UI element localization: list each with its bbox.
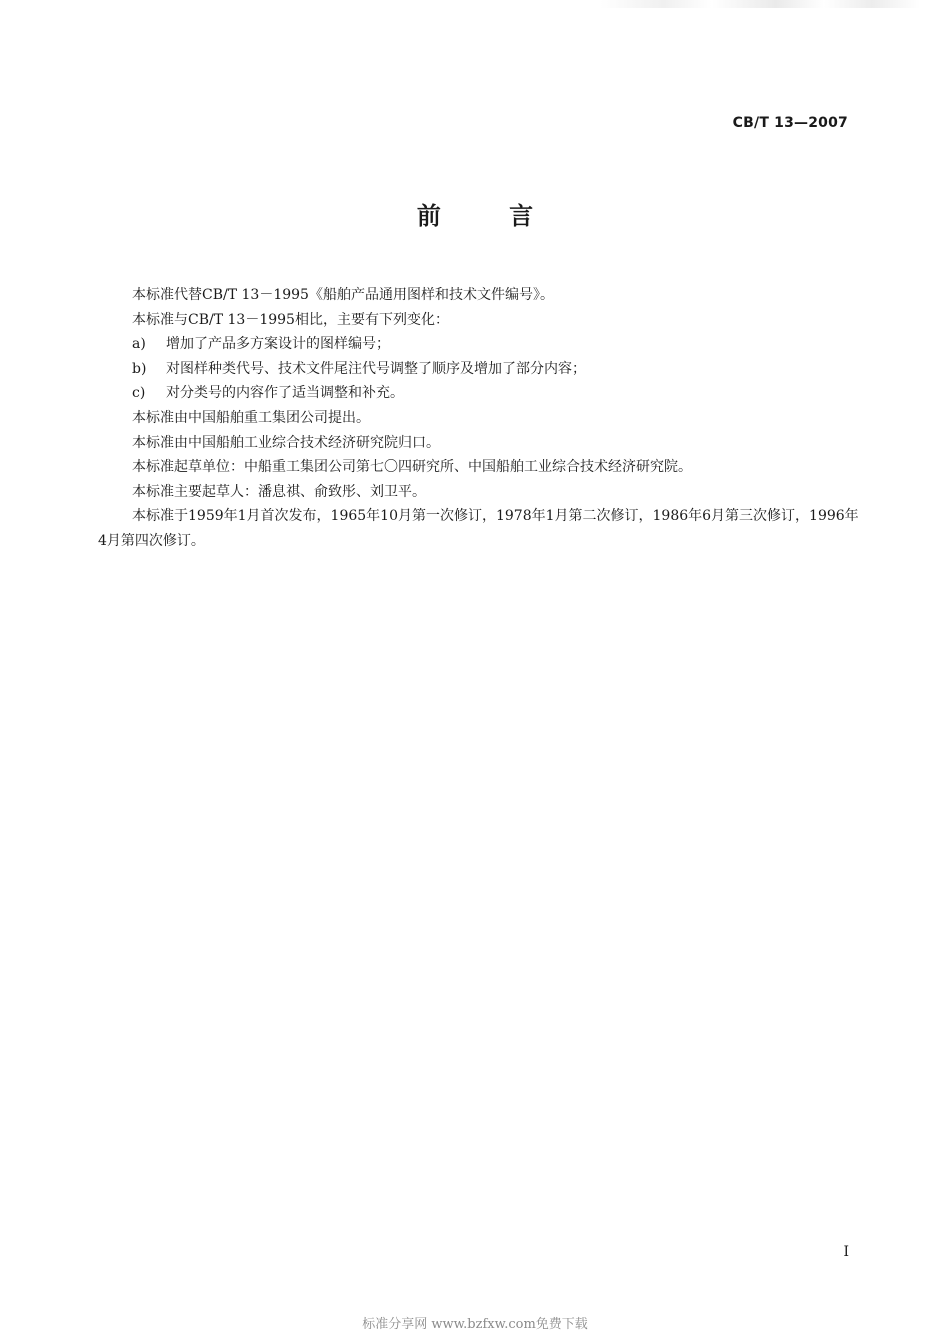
list-item: [132, 357, 860, 382]
list-text: 增加了产品多方案设计的图样编号；: [166, 336, 390, 353]
list-marker: a): [132, 336, 146, 353]
page-number: I: [843, 1244, 849, 1260]
paragraph-centralized: 本标准由中国船舶工业综合技术经济研究院归口。: [132, 434, 440, 451]
paragraph-history: 本标准于1959年1月首次发布，1965年10月第一次修订，1978年1月第二次修订，1986年6月第三次修订，1996年4月第四次修订。: [98, 508, 859, 549]
foreword-body: [98, 283, 860, 554]
paragraph-changes-intro: 本标准与CB/T 13－1995相比，主要有下列变化：: [132, 311, 449, 328]
page-title: 前 言: [416, 202, 564, 230]
standard-code: CB/T 13—2007: [732, 115, 848, 131]
list-text: 对分类号的内容作了适当调整和补充。: [166, 385, 404, 402]
list-marker: b): [132, 360, 147, 377]
list-item: [132, 332, 860, 357]
list-text: 对图样种类代号、技术文件尾注代号调整了顺序及增加了部分内容；: [166, 360, 586, 377]
paragraph-proposer: 本标准由中国船舶重工集团公司提出。: [132, 409, 370, 426]
paragraph-drafters: 本标准主要起草人：潘息祺、俞致彤、刘卫平。: [132, 483, 426, 500]
scan-artifact: [600, 0, 920, 8]
list-marker: c): [132, 385, 146, 402]
paragraph-drafting-units: 本标准起草单位：中船重工集团公司第七〇四研究所、中国船舶工业综合技术经济研究院。: [132, 459, 692, 476]
footer-watermark: 标准分享网 www.bzfxw.com免费下载: [362, 1317, 588, 1332]
list-item: [132, 381, 860, 406]
paragraph-replaces: 本标准代替CB/T 13－1995《船舶产品通用图样和技术文件编号》。: [132, 287, 554, 303]
